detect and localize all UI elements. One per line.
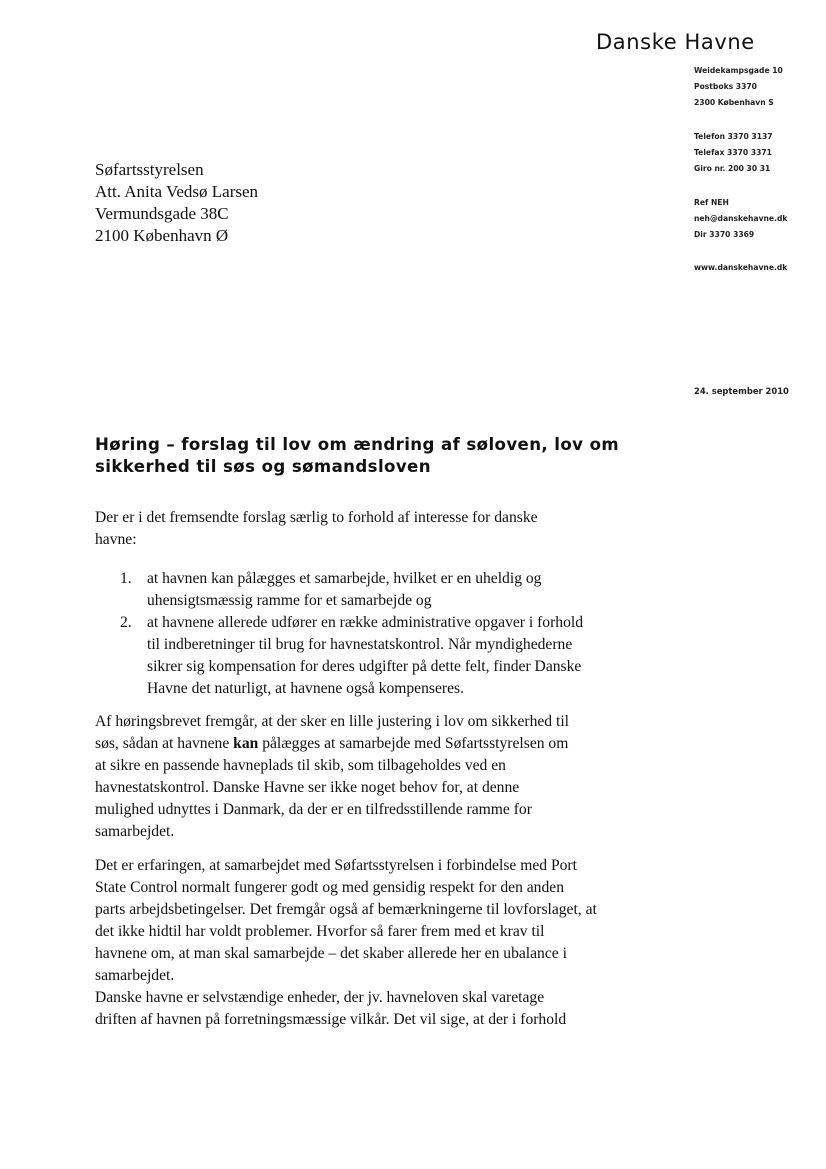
text-line: havnestatskontrol. Danske Havne ser ikke noget behov for, at denne	[95, 779, 520, 796]
text-line: State Control normalt fungerer godt og med gensidig respekt for den anden	[95, 879, 564, 896]
org-phones	[694, 129, 819, 177]
recipient-address	[95, 159, 258, 247]
org-reference	[694, 195, 819, 243]
emphasis-kan: kan	[233, 735, 259, 752]
ref-line: Ref NEH	[694, 198, 729, 207]
intro-paragraph	[95, 507, 655, 551]
text-line: parts arbejdsbetingelser. Det fremgår også af bemærkningerne til lovforslaget, at	[95, 901, 597, 918]
list-number: 1.	[120, 570, 132, 587]
phone-line: Giro nr. 200 30 31	[694, 164, 771, 173]
phone-line: Telefon 3370 3137	[694, 132, 773, 141]
text-line: det ikke hidtil har voldt problemer. Hvorfor så farer frem med et krav til	[95, 923, 545, 940]
list-item	[95, 568, 655, 612]
text-line: Der er i det fremsendte forslag særlig to forhold af interesse for danske	[95, 509, 538, 526]
text-line	[95, 733, 655, 755]
paragraph-hearing-letter	[95, 711, 655, 843]
text-line: havne:	[95, 531, 137, 548]
letter-date: 24. september 2010	[694, 386, 789, 396]
list-item	[95, 612, 655, 700]
numbered-list	[95, 568, 655, 700]
org-address	[694, 63, 819, 111]
text-line: at sikre en passende havneplads til skib, som tilbageholdes ved en	[95, 757, 506, 774]
phone-line: Telefax 3370 3371	[694, 148, 772, 157]
recipient-line: Att. Anita Vedsø Larsen	[95, 182, 259, 201]
paragraph-experience	[95, 855, 655, 987]
recipient-line: Vermundsgade 38C	[95, 204, 229, 223]
recipient-line: Søfartsstyrelsen	[95, 160, 204, 179]
text-line: Danske havne er selvstændige enheder, der jv. havneloven skal varetage	[95, 989, 545, 1006]
list-number: 2.	[120, 614, 132, 631]
subject-line: sikkerhed til søs og sømandsloven	[95, 457, 431, 476]
address-line: Postboks 3370	[694, 82, 757, 91]
paragraph-independent-units	[95, 987, 655, 1031]
text-line: Af høringsbrevet fremgår, at der sker en lille justering i lov om sikkerhed til	[95, 713, 569, 730]
recipient-line: 2100 København Ø	[95, 226, 229, 245]
text-line: driften af havnen på forretningsmæssige vilkår. Det vil sige, at der i forhold	[95, 1011, 567, 1028]
ref-direct-phone: Dir 3370 3369	[694, 230, 755, 239]
text-line: havnene om, at man skal samarbejde – det skaber allerede her en ubalance i	[95, 945, 567, 962]
text-span: pålægges at samarbejde med Søfartsstyrelsen om	[258, 735, 569, 752]
text-line: samarbejdet.	[95, 823, 175, 840]
text-line: sikrer sig kompensation for deres udgifter på dette felt, finder Danske	[147, 658, 582, 675]
text-span: søs, sådan at havnene	[95, 735, 234, 752]
text-line: til indberetninger til brug for havnestatskontrol. Når myndighederne	[147, 636, 573, 653]
text-line: samarbejdet.	[95, 967, 175, 984]
text-line: Havne det naturligt, at havnene også kompenseres.	[147, 680, 464, 697]
subject-line: Høring – forslag til lov om ændring af søloven, lov om	[95, 435, 620, 454]
text-line: at havnene allerede udfører en række administrative opgaver i forhold	[147, 614, 584, 631]
address-line: Weidekampsgade 10	[694, 66, 783, 75]
ref-email: neh@danskehavne.dk	[694, 214, 788, 223]
address-line: 2300 København S	[694, 98, 774, 107]
text-line: uhensigtsmæssig ramme for et samarbejde og	[147, 592, 432, 609]
org-logo-text: Danske Havne	[596, 30, 755, 54]
text-line: mulighed udnyttes i Danmark, da der er en tilfredsstillende ramme for	[95, 801, 532, 818]
org-website: www.danskehavne.dk	[694, 263, 788, 272]
text-line: at havnen kan pålægges et samarbejde, hvilket er en uheldig og	[147, 570, 542, 587]
letter-subject	[95, 434, 655, 478]
text-line: Det er erfaringen, at samarbejdet med Søfartsstyrelsen i forbindelse med Port	[95, 857, 577, 874]
